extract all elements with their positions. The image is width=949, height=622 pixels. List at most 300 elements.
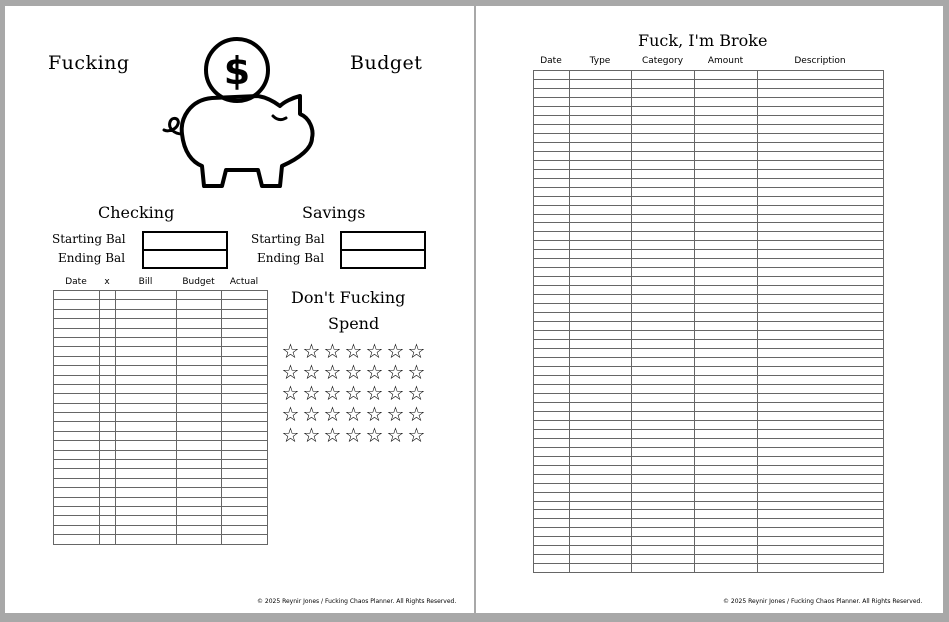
- table-cell[interactable]: [116, 319, 177, 328]
- table-cell[interactable]: [100, 535, 116, 544]
- table-cell[interactable]: [570, 349, 632, 358]
- table-cell[interactable]: [534, 169, 570, 178]
- table-cell[interactable]: [758, 277, 884, 286]
- table-cell[interactable]: [632, 358, 695, 367]
- table-cell[interactable]: [758, 474, 884, 483]
- table-cell[interactable]: [570, 268, 632, 277]
- table-cell[interactable]: [758, 205, 884, 214]
- star-icon[interactable]: ☆: [365, 339, 384, 363]
- table-cell[interactable]: [570, 232, 632, 241]
- table-cell[interactable]: [632, 375, 695, 384]
- table-cell[interactable]: [758, 133, 884, 142]
- table-cell[interactable]: [695, 88, 758, 97]
- table-cell[interactable]: [758, 304, 884, 313]
- table-cell[interactable]: [570, 250, 632, 259]
- star-icon[interactable]: ☆: [323, 381, 342, 405]
- table-cell[interactable]: [116, 337, 177, 346]
- table-cell[interactable]: [116, 460, 177, 469]
- table-cell[interactable]: [570, 420, 632, 429]
- table-cell[interactable]: [534, 277, 570, 286]
- star-icon[interactable]: ☆: [407, 402, 426, 426]
- table-cell[interactable]: [758, 250, 884, 259]
- table-cell[interactable]: [758, 375, 884, 384]
- table-cell[interactable]: [695, 214, 758, 223]
- table-cell[interactable]: [758, 187, 884, 196]
- table-cell[interactable]: [758, 546, 884, 555]
- table-cell[interactable]: [758, 115, 884, 124]
- table-cell[interactable]: [695, 349, 758, 358]
- star-icon[interactable]: ☆: [407, 360, 426, 384]
- table-cell[interactable]: [632, 349, 695, 358]
- star-icon[interactable]: ☆: [407, 381, 426, 405]
- table-cell[interactable]: [758, 537, 884, 546]
- table-cell[interactable]: [695, 313, 758, 322]
- table-cell[interactable]: [177, 431, 222, 440]
- table-cell[interactable]: [758, 331, 884, 340]
- table-cell[interactable]: [758, 438, 884, 447]
- table-cell[interactable]: [695, 205, 758, 214]
- table-cell[interactable]: [695, 142, 758, 151]
- table-cell[interactable]: [758, 142, 884, 151]
- table-cell[interactable]: [534, 295, 570, 304]
- table-cell[interactable]: [695, 160, 758, 169]
- table-cell[interactable]: [695, 465, 758, 474]
- star-icon[interactable]: ☆: [344, 360, 363, 384]
- table-cell[interactable]: [758, 411, 884, 420]
- checking-ending-field[interactable]: [142, 249, 228, 269]
- table-cell[interactable]: [54, 525, 100, 534]
- star-icon[interactable]: ☆: [323, 339, 342, 363]
- table-cell[interactable]: [100, 319, 116, 328]
- table-cell[interactable]: [100, 460, 116, 469]
- table-cell[interactable]: [695, 340, 758, 349]
- table-cell[interactable]: [695, 79, 758, 88]
- table-cell[interactable]: [632, 366, 695, 375]
- table-cell[interactable]: [632, 384, 695, 393]
- table-cell[interactable]: [758, 259, 884, 268]
- table-cell[interactable]: [758, 151, 884, 160]
- table-cell[interactable]: [534, 151, 570, 160]
- table-cell[interactable]: [632, 88, 695, 97]
- star-icon[interactable]: ☆: [281, 360, 300, 384]
- star-icon[interactable]: ☆: [365, 381, 384, 405]
- table-cell[interactable]: [695, 501, 758, 510]
- table-cell[interactable]: [100, 337, 116, 346]
- table-cell[interactable]: [758, 429, 884, 438]
- table-cell[interactable]: [177, 319, 222, 328]
- table-cell[interactable]: [177, 478, 222, 487]
- table-cell[interactable]: [758, 483, 884, 492]
- table-cell[interactable]: [222, 366, 268, 375]
- table-cell[interactable]: [632, 295, 695, 304]
- table-cell[interactable]: [534, 196, 570, 205]
- table-cell[interactable]: [695, 268, 758, 277]
- table-cell[interactable]: [570, 411, 632, 420]
- table-cell[interactable]: [758, 492, 884, 501]
- table-cell[interactable]: [570, 178, 632, 187]
- table-cell[interactable]: [758, 393, 884, 402]
- table-cell[interactable]: [695, 366, 758, 375]
- table-cell[interactable]: [570, 79, 632, 88]
- table-cell[interactable]: [570, 286, 632, 295]
- star-icon[interactable]: ☆: [386, 402, 405, 426]
- table-cell[interactable]: [534, 519, 570, 528]
- table-cell[interactable]: [534, 492, 570, 501]
- table-cell[interactable]: [632, 304, 695, 313]
- table-cell[interactable]: [570, 492, 632, 501]
- table-cell[interactable]: [116, 384, 177, 393]
- table-cell[interactable]: [695, 384, 758, 393]
- table-cell[interactable]: [695, 259, 758, 268]
- table-cell[interactable]: [570, 501, 632, 510]
- table-cell[interactable]: [54, 319, 100, 328]
- table-cell[interactable]: [54, 506, 100, 515]
- table-cell[interactable]: [632, 232, 695, 241]
- table-cell[interactable]: [758, 97, 884, 106]
- table-cell[interactable]: [54, 422, 100, 431]
- table-cell[interactable]: [695, 250, 758, 259]
- table-cell[interactable]: [54, 535, 100, 544]
- table-cell[interactable]: [54, 309, 100, 318]
- table-cell[interactable]: [116, 413, 177, 422]
- table-cell[interactable]: [534, 223, 570, 232]
- table-cell[interactable]: [695, 277, 758, 286]
- table-cell[interactable]: [100, 366, 116, 375]
- table-cell[interactable]: [570, 142, 632, 151]
- table-cell[interactable]: [570, 331, 632, 340]
- table-cell[interactable]: [695, 178, 758, 187]
- table-cell[interactable]: [116, 375, 177, 384]
- table-cell[interactable]: [695, 447, 758, 456]
- table-cell[interactable]: [534, 97, 570, 106]
- table-cell[interactable]: [695, 555, 758, 564]
- table-cell[interactable]: [534, 501, 570, 510]
- table-cell[interactable]: [534, 205, 570, 214]
- checking-starting-field[interactable]: [142, 231, 228, 251]
- table-cell[interactable]: [570, 483, 632, 492]
- table-cell[interactable]: [54, 394, 100, 403]
- table-cell[interactable]: [54, 300, 100, 309]
- table-cell[interactable]: [758, 232, 884, 241]
- table-cell[interactable]: [570, 295, 632, 304]
- table-cell[interactable]: [534, 313, 570, 322]
- table-cell[interactable]: [695, 196, 758, 205]
- table-cell[interactable]: [758, 79, 884, 88]
- table-cell[interactable]: [758, 124, 884, 133]
- table-cell[interactable]: [116, 478, 177, 487]
- star-icon[interactable]: ☆: [344, 402, 363, 426]
- table-cell[interactable]: [54, 460, 100, 469]
- table-cell[interactable]: [632, 429, 695, 438]
- table-cell[interactable]: [695, 546, 758, 555]
- table-cell[interactable]: [632, 447, 695, 456]
- table-cell[interactable]: [758, 88, 884, 97]
- star-icon[interactable]: ☆: [302, 402, 321, 426]
- table-cell[interactable]: [534, 241, 570, 250]
- table-cell[interactable]: [632, 438, 695, 447]
- table-cell[interactable]: [534, 160, 570, 169]
- table-cell[interactable]: [758, 160, 884, 169]
- table-cell[interactable]: [570, 358, 632, 367]
- table-cell[interactable]: [177, 535, 222, 544]
- star-icon[interactable]: ☆: [386, 339, 405, 363]
- table-cell[interactable]: [100, 422, 116, 431]
- table-cell[interactable]: [534, 429, 570, 438]
- table-cell[interactable]: [222, 422, 268, 431]
- table-cell[interactable]: [116, 328, 177, 337]
- table-cell[interactable]: [570, 277, 632, 286]
- table-cell[interactable]: [758, 286, 884, 295]
- table-cell[interactable]: [116, 525, 177, 534]
- table-cell[interactable]: [177, 525, 222, 534]
- table-cell[interactable]: [534, 420, 570, 429]
- table-cell[interactable]: [695, 474, 758, 483]
- table-cell[interactable]: [222, 347, 268, 356]
- star-icon[interactable]: ☆: [365, 360, 384, 384]
- table-cell[interactable]: [222, 291, 268, 300]
- star-icon[interactable]: ☆: [344, 339, 363, 363]
- table-cell[interactable]: [534, 528, 570, 537]
- table-cell[interactable]: [695, 187, 758, 196]
- table-cell[interactable]: [758, 241, 884, 250]
- star-icon[interactable]: ☆: [281, 381, 300, 405]
- table-cell[interactable]: [177, 506, 222, 515]
- table-cell[interactable]: [54, 516, 100, 525]
- table-cell[interactable]: [632, 106, 695, 115]
- table-cell[interactable]: [222, 460, 268, 469]
- table-cell[interactable]: [758, 501, 884, 510]
- table-cell[interactable]: [695, 438, 758, 447]
- table-cell[interactable]: [177, 366, 222, 375]
- table-cell[interactable]: [100, 384, 116, 393]
- table-cell[interactable]: [100, 431, 116, 440]
- table-cell[interactable]: [758, 420, 884, 429]
- table-cell[interactable]: [632, 331, 695, 340]
- table-cell[interactable]: [695, 169, 758, 178]
- table-cell[interactable]: [695, 232, 758, 241]
- table-cell[interactable]: [54, 384, 100, 393]
- table-cell[interactable]: [534, 232, 570, 241]
- table-cell[interactable]: [632, 223, 695, 232]
- table-cell[interactable]: [632, 259, 695, 268]
- table-cell[interactable]: [534, 438, 570, 447]
- table-cell[interactable]: [570, 429, 632, 438]
- star-icon[interactable]: ☆: [407, 423, 426, 447]
- table-cell[interactable]: [695, 510, 758, 519]
- table-cell[interactable]: [54, 441, 100, 450]
- table-cell[interactable]: [222, 337, 268, 346]
- table-cell[interactable]: [695, 375, 758, 384]
- table-cell[interactable]: [177, 384, 222, 393]
- table-cell[interactable]: [695, 97, 758, 106]
- table-cell[interactable]: [632, 483, 695, 492]
- table-cell[interactable]: [100, 328, 116, 337]
- star-icon[interactable]: ☆: [281, 339, 300, 363]
- table-cell[interactable]: [632, 322, 695, 331]
- table-cell[interactable]: [116, 506, 177, 515]
- table-cell[interactable]: [534, 304, 570, 313]
- table-cell[interactable]: [100, 375, 116, 384]
- table-cell[interactable]: [570, 519, 632, 528]
- table-cell[interactable]: [534, 133, 570, 142]
- table-cell[interactable]: [570, 133, 632, 142]
- table-cell[interactable]: [695, 115, 758, 124]
- table-cell[interactable]: [534, 268, 570, 277]
- star-icon[interactable]: ☆: [386, 360, 405, 384]
- table-cell[interactable]: [758, 349, 884, 358]
- star-icon[interactable]: ☆: [302, 381, 321, 405]
- table-cell[interactable]: [632, 546, 695, 555]
- table-cell[interactable]: [632, 286, 695, 295]
- table-cell[interactable]: [570, 537, 632, 546]
- table-cell[interactable]: [695, 358, 758, 367]
- table-cell[interactable]: [534, 564, 570, 573]
- table-cell[interactable]: [632, 79, 695, 88]
- table-cell[interactable]: [534, 402, 570, 411]
- table-cell[interactable]: [177, 441, 222, 450]
- table-cell[interactable]: [570, 259, 632, 268]
- table-cell[interactable]: [222, 328, 268, 337]
- table-cell[interactable]: [758, 510, 884, 519]
- table-cell[interactable]: [570, 124, 632, 133]
- table-cell[interactable]: [534, 456, 570, 465]
- table-cell[interactable]: [534, 474, 570, 483]
- table-cell[interactable]: [100, 291, 116, 300]
- table-cell[interactable]: [222, 478, 268, 487]
- table-cell[interactable]: [632, 214, 695, 223]
- table-cell[interactable]: [758, 196, 884, 205]
- table-cell[interactable]: [632, 456, 695, 465]
- table-cell[interactable]: [54, 469, 100, 478]
- table-cell[interactable]: [695, 483, 758, 492]
- table-cell[interactable]: [100, 450, 116, 459]
- table-cell[interactable]: [758, 555, 884, 564]
- table-cell[interactable]: [116, 516, 177, 525]
- table-cell[interactable]: [758, 322, 884, 331]
- table-cell[interactable]: [695, 241, 758, 250]
- table-cell[interactable]: [758, 384, 884, 393]
- table-cell[interactable]: [177, 300, 222, 309]
- star-icon[interactable]: ☆: [302, 339, 321, 363]
- table-cell[interactable]: [758, 268, 884, 277]
- table-cell[interactable]: [100, 497, 116, 506]
- table-cell[interactable]: [100, 506, 116, 515]
- table-cell[interactable]: [570, 304, 632, 313]
- table-cell[interactable]: [570, 546, 632, 555]
- table-cell[interactable]: [534, 483, 570, 492]
- table-cell[interactable]: [116, 497, 177, 506]
- table-cell[interactable]: [570, 151, 632, 160]
- table-cell[interactable]: [632, 196, 695, 205]
- table-cell[interactable]: [632, 115, 695, 124]
- table-cell[interactable]: [570, 313, 632, 322]
- table-cell[interactable]: [570, 115, 632, 124]
- table-cell[interactable]: [222, 309, 268, 318]
- table-cell[interactable]: [632, 411, 695, 420]
- table-cell[interactable]: [54, 347, 100, 356]
- table-cell[interactable]: [534, 124, 570, 133]
- table-cell[interactable]: [222, 516, 268, 525]
- table-cell[interactable]: [534, 447, 570, 456]
- table-cell[interactable]: [570, 510, 632, 519]
- star-icon[interactable]: ☆: [365, 423, 384, 447]
- table-cell[interactable]: [632, 492, 695, 501]
- table-cell[interactable]: [534, 79, 570, 88]
- table-cell[interactable]: [632, 268, 695, 277]
- table-cell[interactable]: [570, 205, 632, 214]
- table-cell[interactable]: [695, 322, 758, 331]
- table-cell[interactable]: [222, 413, 268, 422]
- table-cell[interactable]: [222, 431, 268, 440]
- star-icon[interactable]: ☆: [323, 423, 342, 447]
- table-cell[interactable]: [534, 537, 570, 546]
- table-cell[interactable]: [534, 142, 570, 151]
- table-cell[interactable]: [100, 300, 116, 309]
- table-cell[interactable]: [116, 347, 177, 356]
- table-cell[interactable]: [632, 160, 695, 169]
- table-cell[interactable]: [570, 375, 632, 384]
- table-cell[interactable]: [54, 403, 100, 412]
- table-cell[interactable]: [116, 309, 177, 318]
- table-cell[interactable]: [222, 525, 268, 534]
- table-cell[interactable]: [695, 71, 758, 80]
- table-cell[interactable]: [632, 564, 695, 573]
- table-cell[interactable]: [54, 450, 100, 459]
- table-cell[interactable]: [177, 375, 222, 384]
- table-cell[interactable]: [100, 478, 116, 487]
- table-cell[interactable]: [632, 71, 695, 80]
- table-cell[interactable]: [695, 106, 758, 115]
- star-icon[interactable]: ☆: [344, 423, 363, 447]
- table-cell[interactable]: [632, 474, 695, 483]
- table-cell[interactable]: [632, 555, 695, 564]
- table-cell[interactable]: [570, 438, 632, 447]
- table-cell[interactable]: [116, 403, 177, 412]
- table-cell[interactable]: [534, 384, 570, 393]
- table-cell[interactable]: [758, 340, 884, 349]
- table-cell[interactable]: [222, 384, 268, 393]
- table-cell[interactable]: [570, 187, 632, 196]
- table-cell[interactable]: [570, 474, 632, 483]
- table-cell[interactable]: [758, 106, 884, 115]
- table-cell[interactable]: [534, 106, 570, 115]
- table-cell[interactable]: [54, 356, 100, 365]
- table-cell[interactable]: [177, 422, 222, 431]
- table-cell[interactable]: [100, 441, 116, 450]
- table-cell[interactable]: [100, 347, 116, 356]
- table-cell[interactable]: [632, 178, 695, 187]
- table-cell[interactable]: [100, 413, 116, 422]
- table-cell[interactable]: [758, 402, 884, 411]
- table-cell[interactable]: [632, 501, 695, 510]
- table-cell[interactable]: [116, 422, 177, 431]
- table-cell[interactable]: [570, 97, 632, 106]
- savings-starting-field[interactable]: [340, 231, 426, 251]
- table-cell[interactable]: [116, 441, 177, 450]
- table-cell[interactable]: [570, 340, 632, 349]
- table-cell[interactable]: [534, 546, 570, 555]
- table-cell[interactable]: [54, 488, 100, 497]
- table-cell[interactable]: [570, 322, 632, 331]
- table-cell[interactable]: [534, 250, 570, 259]
- table-cell[interactable]: [222, 450, 268, 459]
- table-cell[interactable]: [116, 356, 177, 365]
- table-cell[interactable]: [632, 277, 695, 286]
- table-cell[interactable]: [100, 309, 116, 318]
- table-cell[interactable]: [695, 223, 758, 232]
- table-cell[interactable]: [177, 488, 222, 497]
- table-cell[interactable]: [177, 309, 222, 318]
